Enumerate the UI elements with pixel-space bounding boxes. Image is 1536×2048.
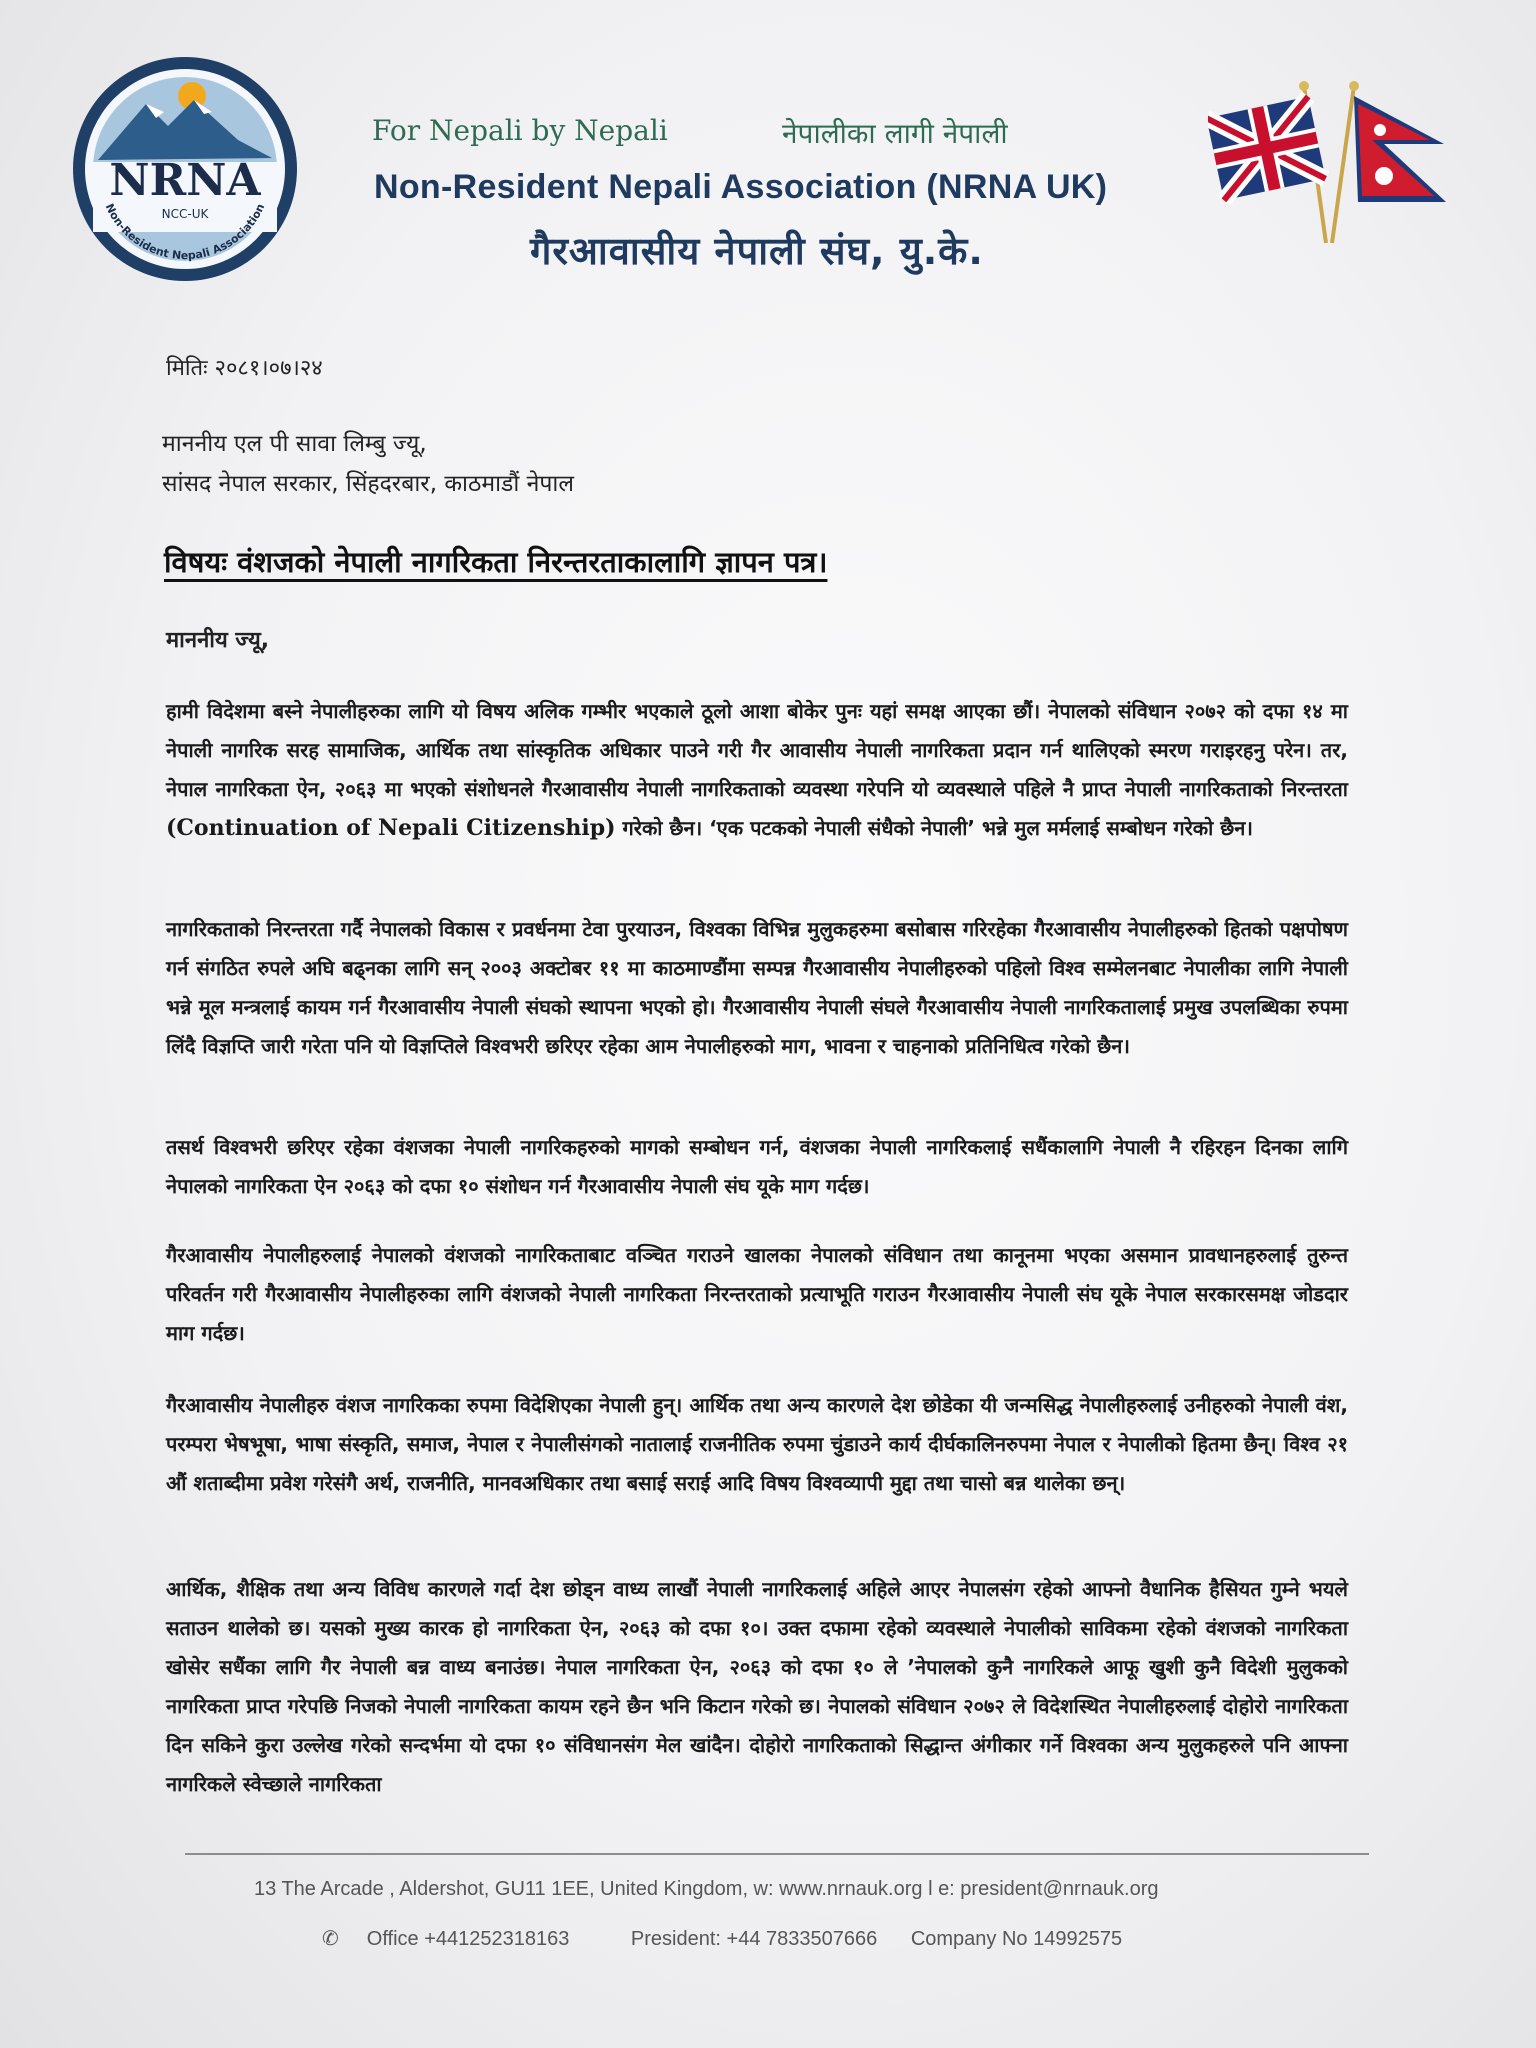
- salutation: माननीय ज्यू,: [166, 628, 270, 653]
- letter-date: मितिः २०८१।०७।२४: [166, 356, 323, 381]
- crossed-flags: [1208, 78, 1464, 248]
- paragraph-6: आर्थिक, शैक्षिक तथा अन्य विविध कारणले गर्दा देश छोड्न वाध्य लाखौं नेपाली नागरिकलाई अहिले आएर नेपालसंग रहेको आफ्नो वैधानिक हैसियत गुम्ने भयले सताउन थालेको छ। यसको मुख्य कारक हो नागरिकता ऐन, २०६३ को दफा १०। उक्त दफामा रहेको व्यवस्थाले नेपालीको साविकमा रहेको वंशजको नागरिकता खोसेर सधैंका लागि गैर नेपाली बन्न वाध्य बनाउंछ। नेपाल नागरिकता ऐन, २०६३ को दफा १० ले ’नेपालको कुनै नागरिकले आफू खुशी कुनै विदेशी मुलुकको नागरिकता प्राप्त गरेपछि निजको नेपाली नागरिकता कायम रहने छैन भनि किटान गरेको छ। नेपालको संविधान २०७२ ले विदेशस्थित नेपालीहरुलाई दोहोरो नागरिकता दिन सकिने कुरा उल्लेख गरेको सन्दर्भमा यो दफा १० संविधानसंग मेल खांदैन। दोहोरो नागरिकताको सिद्धान्त अंगीकार गर्ने विश्वका अन्य मुलुकहरुले पनि आफ्ना नागरिकले स्वेच्छाले नागरिकता: [166, 1577, 1348, 1796]
- paragraph-1: [166, 692, 1348, 848]
- recipient-office: सांसद नेपाल सरकार, सिंहदरबार, काठमाडौं नेपाल: [162, 471, 574, 497]
- company-number: Company No 14992575: [910, 1928, 1123, 1950]
- organization-name-nepali: गैरआवासीय नेपाली संघ, यु.के.: [530, 229, 984, 273]
- phone-icon: ✆: [322, 1928, 339, 1950]
- letter-subject: विषयः वंशजको नेपाली नागरिकता निरन्तरताकालागि ज्ञापन पत्र।: [164, 545, 828, 579]
- paragraph-1-text-b: गरेको छैन। ‘एक पटकको नेपाली संधैको नेपाली’ भन्ने मुल मर्मलाई सम्बोधन गरेको छैन।: [622, 816, 1253, 840]
- office-phone: [322, 1928, 597, 1950]
- organization-name-english: Non-Resident Nepali Association (NRNA UK): [374, 168, 1108, 206]
- logo-subtext: NCC-UK: [161, 207, 209, 221]
- footer-address: 13 The Arcade , Aldershot, GU11 1EE, United Kingdom, w: www.nrnauk.org l e: president@nrnauk.org: [254, 1878, 1159, 1900]
- paragraph-3: तसर्थ विश्वभरी छरिएर रहेका वंशजका नेपाली नागरिकहरुको मागको सम्बोधन गर्न, वंशजका नेपाली नागरिकलाई सधैंकालागि नेपाली नै रहिरहन दिनका लागि नेपालको नागरिकता ऐन २०६३ को दफा १० संशोधन गर्न गैरआवासीय नेपाली संघ यूके माग गर्दछ।: [166, 1135, 1348, 1198]
- paragraph-4: गैरआवासीय नेपालीहरुलाई नेपालको वंशजको नागरिकताबाट वञ्चित गराउने खालका नेपालको संविधान तथा कानूनमा भएका असमान प्रावधानहरुलाई तुरुन्त परिवर्तन गरी गैरआवासीय नेपालीहरुका लागि वंशजको नेपाली नागरिकता निरन्तरताको प्रत्याभूति गराउन गैरआवासीय नेपाली संघ यूके नेपाल सरकारसमक्ष जोडदार माग गर्दछ।: [166, 1243, 1348, 1345]
- paragraph-5: गैरआवासीय नेपालीहरु वंशज नागरिकका रुपमा विदेशिएका नेपाली हुन्। आर्थिक तथा अन्य कारणले देश छोडेका यी जन्मसिद्ध नेपालीहरुलाई उनीहरुको नेपाली वंश, परम्परा भेषभूषा, भाषा संस्कृति, समाज, नेपाल र नेपालीसंगको नातालाई राजनीतिक रुपमा चुंडाउने कार्य दीर्घकालिनरुपमा नेपाल र नेपालीको हितमा छैन्। विश्व २१ औं शताब्दीमा प्रवेश गरेसंगै अर्थ, राजनीति, मानवअधिकार तथा बसाई सराई आदि विषय विश्वव्यापी मुद्दा तथा चासो बन्न थालेका छन्।: [166, 1393, 1348, 1495]
- logo-text: NRNA: [109, 155, 261, 206]
- nepal-flag-icon: [1354, 96, 1446, 202]
- logo-ring-text: Non-Resident Nepali Association: [102, 201, 268, 263]
- office-phone-text: Office +441252318163: [366, 1928, 570, 1950]
- nrna-logo: [68, 52, 302, 286]
- recipient-address: [162, 424, 574, 504]
- paragraph-1-english-phrase: (Continuation of Nepali Citizenship): [166, 815, 616, 841]
- footer-divider: [185, 1853, 1369, 1855]
- paragraph-1-text-a: हामी विदेशमा बस्ने नेपालीहरुका लागि यो विषय अलिक गम्भीर भएकाले ठूलो आशा बोकेर पुनः यहां समक्ष आएका छौं। नेपालको संविधान २०७२ को दफा १४ मा नेपाली नागरिक सरह सामाजिक, आर्थिक तथा सांस्कृतिक अधिकार पाउने गरी गैर आवासीय नेपाली नागरिकता प्रदान गर्न थालिएको स्मरण गराइरहनु परेन। तर, नेपाल नागरिकता ऐन, २०६३ मा भएको संशोधनले गैरआवासीय नेपाली नागरिकताको व्यवस्था गरेपनि यो व्यवस्थाले पहिले नै प्राप्त नेपाली नागरिकताको निरन्तरता: [166, 699, 1348, 801]
- footer-contacts: [322, 1926, 1222, 1951]
- uk-flag-icon: [1208, 97, 1326, 201]
- paragraph-2: नागरिकताको निरन्तरता गर्दै नेपालको विकास र प्रवर्धनमा टेवा पुरयाउन, विश्वका विभिन्न मुलुकहरुमा बसोबास गरिरहेका गैरआवासीय नेपालीहरुको हितको पक्षपोषण गर्न संगठित रुपले अघि बढ्नका लागि सन् २००३ अक्टोबर ११ मा काठमाण्डौंमा सम्पन्न गैरआवासीय नेपालीहरुको पहिलो विश्व सम्मेलनबाट नेपालीका लागि नेपाली भन्ने मूल मन्त्रलाई कायम गर्न गैरआवासीय नेपाली संघको स्थापना भएको हो। गैरआवासीय नेपाली संघले गैरआवासीय नेपाली नागरिकतालाई प्रमुख उपलब्धिका रुपमा लिंदै विज्ञप्ति जारी गरेता पनि यो विज्ञप्तिले विश्वभरी छरिएर रहेका आम नेपालीहरुको माग, भावना र चाहनाको प्रतिनिधित्व गरेको छैन।: [166, 917, 1348, 1058]
- recipient-name: माननीय एल पी सावा लिम्बु ज्यू,: [162, 431, 427, 457]
- president-phone: President: +44 7833507666: [630, 1928, 878, 1950]
- tagline-english: For Nepali by Nepali: [372, 114, 668, 147]
- tagline-nepali: नेपालीका लागी नेपाली: [782, 117, 1008, 150]
